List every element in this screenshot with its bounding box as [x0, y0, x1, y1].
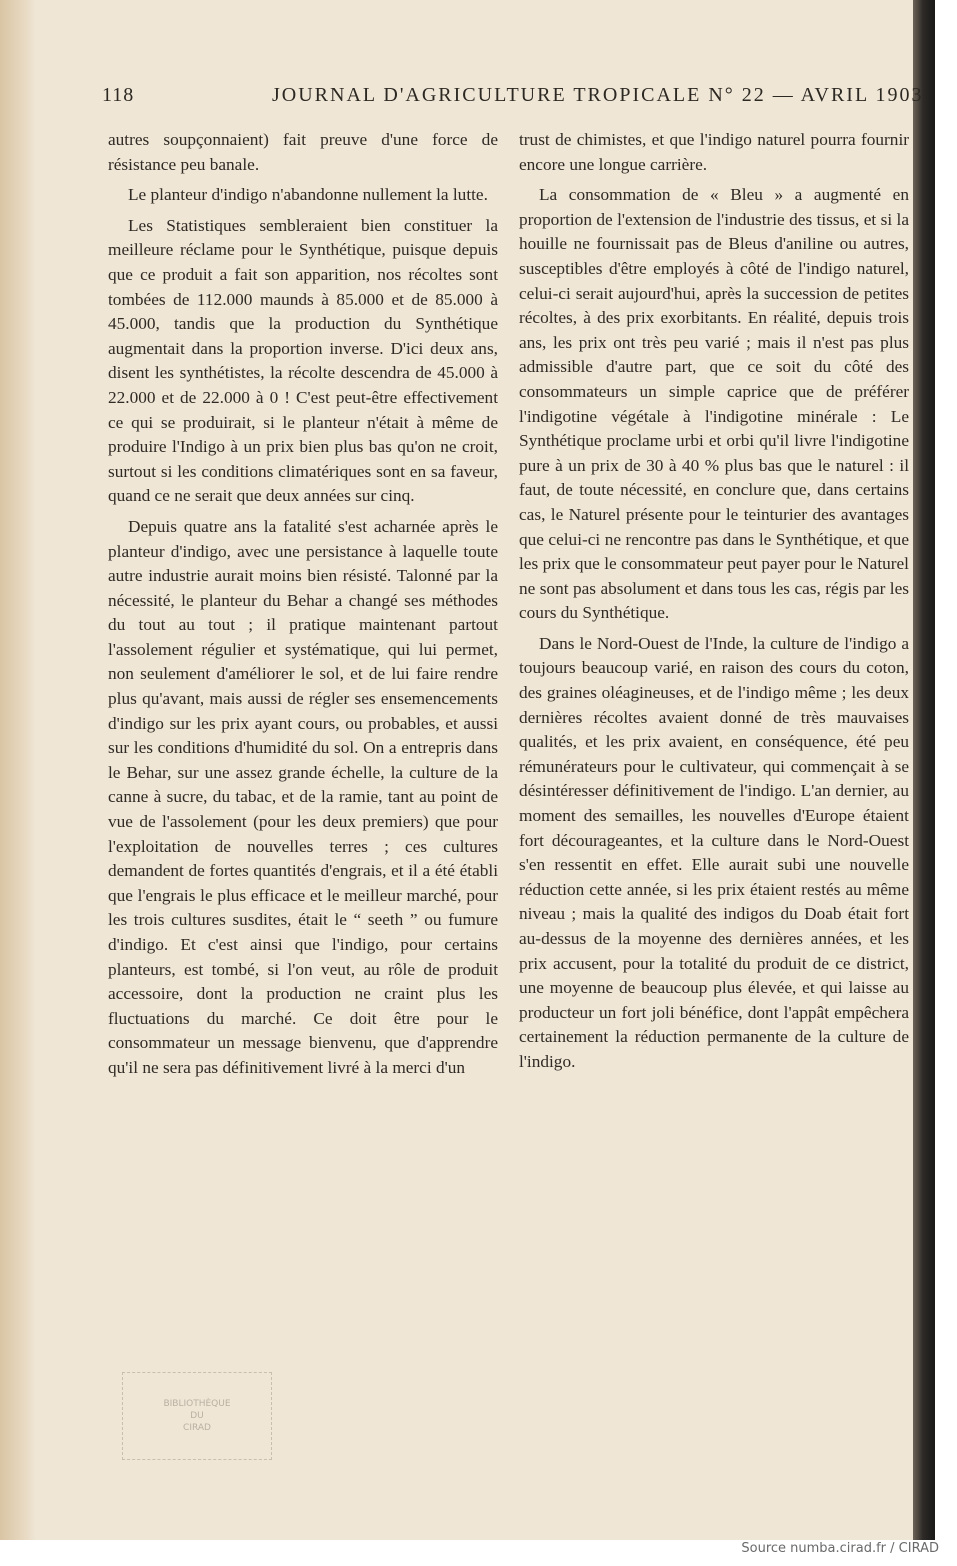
library-stamp	[122, 1372, 272, 1460]
source-credit: Source numba.cirad.fr / CIRAD	[741, 1541, 939, 1556]
paragraph: autres soupçonnaient) fait preuve d'une force de résistance peu banale.	[108, 130, 498, 174]
right-column	[519, 128, 909, 1081]
page-number: 118	[102, 84, 135, 106]
paragraph: Dans le Nord-Ouest de l'Inde, la culture de l'indigo a toujours beaucoup varié, en raison des cours du coton, des graines oléagineuses, et de l'indigo même ; les deux dernières récoltes avaient donné de très mauvaises qualités, et les prix avaient, en conséquence, été peu rémunérateurs pour le cultivateur, qui commençait à se désintéresser définitivement de l'indigo. L'an dernier, au moment des semailles, les nouvelles d'Europe étaient fort décourageantes, et la culture dans le Nord-Ouest s'en ressentit en effet. Elle aurait subi une nouvelle réduction cette année, si les prix étaient restés au même niveau ; mais la qualité des indigos du Doab était fort au-dessus de la moyenne des dernières années, et les prix accusent, pour la totalité du produit de ce district, une moyenne de beaucoup plus élevée, et qui laisse au producteur un fort joli bénéfice, dont l'appât empêchera certainement la réduction permanente de la culture de l'indigo.	[519, 633, 909, 1071]
stamp-line: DU	[190, 1411, 204, 1421]
paragraph: trust de chimistes, et que l'indigo naturel pourra fournir encore une longue carrière.	[519, 130, 909, 174]
stamp-line: BIBLIOTHÈQUE	[163, 1399, 231, 1409]
left-column	[108, 128, 498, 1087]
page-edge-shadow	[0, 0, 36, 1540]
binding-edge	[913, 0, 935, 1540]
paragraph: Depuis quatre ans la fatalité s'est acharnée après le planteur d'indigo, avec une persistance à laquelle toute autre industrie aurait moins bien résisté. Talonné par la nécessité, le planteur du Behar a changé ses méthodes du tout au tout ; il pratique maintenant partout l'assolement régulier et systématique, qui lui permet, non seulement d'améliorer le sol, et de lui faire rendre plus qu'avant, mais aussi de régler ses ensemencements d'indigo sur les prix ayant cours, ou probables, et aussi sur les conditions d'humidité du sol. On a entrepris dans le Behar, sur une assez grande échelle, la culture de la canne à sucre, du tabac, et de la ramie, tant au point de vue de l'assolement (pour les deux premiers) que pour l'exploitation de nouvelles terres ; ces cultures demandent de fortes quantités d'engrais, et il a été établi que l'engrais le plus efficace et le meilleur marché, pour les trois cultures susdites, était le “ seeth ” ou fumure d'indigo. Et c'est ainsi que l'indigo, pour certains planteurs, est tombé, si l'on veut, au rôle de produit accessoire, dont la production ne craint plus les fluctuations du marché. Ce doit être pour le consommateur un message bienvenu, que d'apprendre qu'il ne sera pas définitivement livré à la merci d'un	[108, 516, 498, 1077]
stamp-line: CIRAD	[183, 1423, 211, 1433]
paragraph: Le planteur d'indigo n'abandonne nullement la lutte.	[128, 185, 488, 205]
running-title: JOURNAL D'AGRICULTURE TROPICALE N° 22 — AVRIL 1903	[272, 84, 924, 106]
paragraph: Les Statistiques sembleraient bien constituer la meilleure réclame pour le Synthétique, puisque depuis que ce produit a fait son apparition, nos récoltes sont tombées de 112.000 maunds à 85.000 et de 85.000 à 45.000, tandis que la production du Synthétique augmentait dans la proportion inverse. D'ici deux ans, disent les synthétistes, la récolte descendra de 45.000 à 22.000 et de 22.000 à 0 ! C'est peut-être effectivement ce qui se produirait, si le planteur n'était à même de produire l'Indigo à un prix bien plus bas qu'on ne croit, surtout si les conditions climatériques sont en sa faveur, quand ce ne serait que deux années sur cinq.	[108, 215, 498, 506]
paragraph: La consommation de « Bleu » a augmenté en proportion de l'extension de l'industrie des tissus, et si la houille ne fournissait pas de Bleus d'aniline ou autres, susceptibles d'être employés à côté de l'indigo naturel, celui-ci serait aujourd'hui, après la succession de petites récoltes, à des prix exorbitants. En réalité, depuis trois ans, les prix ont très peu varié ; mais il n'est pas plus admissible d'autre part, que ce soit du côté des consommateurs un simple caprice que de préférer l'indigotine végétale à l'indigotine minérale : Le Synthétique proclame urbi et orbi qu'il livre l'indigotine pure à un prix de 30 à 40 % plus bas que le naturel : il faut, de toute nécessité, en conclure que, dans certains cas, le Naturel présente pour le teinturier des avantages que celui-ci ne rencontre pas dans le Synthétique, et que les prix que le consommateur peut payer pour le Naturel ne sont pas absolument et dans tous les cas, régis par les cours du Synthétique.	[519, 185, 909, 623]
page-header	[102, 84, 924, 114]
